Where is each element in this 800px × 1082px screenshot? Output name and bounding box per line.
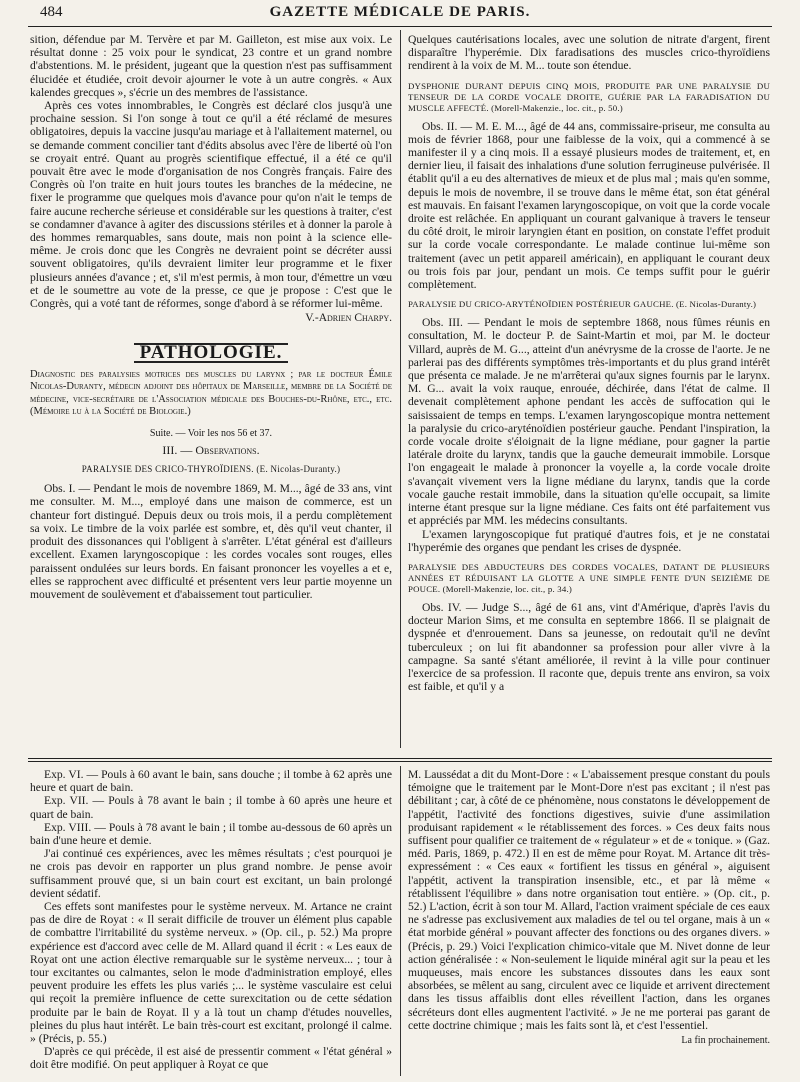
paragraph: Exp. VIII. — Pouls à 78 avant le bain ; il tombe au-dessous de 60 après un bain d'une heure et demie. xyxy=(30,820,392,848)
page-header xyxy=(30,4,770,24)
continuation-note: Suite. — Voir les nos 56 et 37. xyxy=(149,427,273,439)
paragraph: Exp. VII. — Pouls à 78 avant le bain ; il tombe à 60 après une heure et quart de bain. xyxy=(30,794,392,821)
journal-title: GAZETTE MÉDICALE DE PARIS. xyxy=(269,4,531,20)
paragraph: Exp. VI. — Pouls à 60 avant le bain, sans douche ; il tombe à 62 après une heure et quart de bain. xyxy=(30,768,392,795)
paragraph: Ces effets sont manifestes pour le système nerveux. M. Artance ne craint pas de dire de Royat : « Il serait difficile de trouver un élément plus capable de combattre l'irritabilité du système nerveux. » (Op. cil., p. 52.) Ma propre expérience est d'accord avec celle de M. Allard quand il écrit : « Les eaux de Royat ont une action élective remarquable sur le système nerveux... ; tour à tour excitantes ou calmantes, selon le mode d'administration employé, elles peuvent produire les effets les plus variés ;... le système vasculaire est celui qui reçoit la première influence de cette surexcitation ou de cette sédation produite par le bain de Royat. Il y a là tout un champ d'études nouvelles, pleines du plus haut intérêt. Le bain très-court est excitant, prolongé il calme. » (Précis, p. 55.) xyxy=(30,900,392,1046)
subheading: DYSPHONIE DURANT DEPUIS CINQ MOIS, PRODUITE PAR UNE PARALYSIE DU TENSEUR DE LA CORDE VOCALE DROITE, GUÉRIE PAR LA FARADISATION DU MUSCLE AFFECTÉ. (Morell-Makenzie., loc. cit., p. 50.) xyxy=(408,80,770,113)
observations-heading: III. — Observations. xyxy=(162,442,260,457)
column-top-right xyxy=(408,33,770,743)
subheading: PARALYSIE DES ABDUCTEURS DES CORDES VOCALES, DATANT DE PLUSIEURS ANNÉES ET RÉDUISANT LA GLOTTE A UNE SIMPLE FENTE D'UN SEIZIÈME DE POUCE. (Morell-Makenzie, loc. cit., p. 34.) xyxy=(408,561,770,594)
observation-paragraph: Obs. II. — M. E. M..., âgé de 44 ans, commissaire-priseur, me consulta au mois de février 1868, pour une faiblesse de la voix, qui a commencé à se manifester il y a cinq mois. Il a essayé plusieurs modes de traitement, et, en dernier lieu, il faisait des inhalations d'une solution ferrugineuse pulvérisée. Il établit qu'il a eu des alternatives de mieux et de plus mal ; mais qu'en somme, depuis le mois de novembre, il se trouve dans le même état, son état général est mauvais. En faisant l'examen laryngoscopique, on voit que la corde vocale droite est relâchée. En appliquant un courant galvanique à travers le tenseur du côté droit, le miroir laryngien étant en position, on constate l'effet produit sur la corde vocale correspondante. Le malade continue lui-même son traitement (avec un petit appareil américain), en appliquant le courant deux ou trois fois par jour, pendant un mois. Ce temps suffit pour le guérir complètement. xyxy=(408,119,770,292)
column-divider xyxy=(400,766,401,1076)
observation-paragraph: Obs. IV. — Judge S..., âgé de 61 ans, vint d'Amérique, d'après l'avis du docteur Marion Sims, et me consulta en septembre 1866. Il se plaignait de dyspnée et d'enrouement. Dans sa jeunesse, on redoutait qu'il ne devînt tuberculeux ; on lui fit abandonner sa profession pour aller vivre à la campagne. Sa santé s'étant améliorée, il revint à la ville pour continuer l'exercice de sa profession. Il raconte que, depuis trente ans environ, sa voix est faible, et qu'il y a xyxy=(408,600,770,694)
subheading: PARALYSIE DES CRICO-THYROÏDIENS. (E. Nicolas-Duranty.) xyxy=(81,464,341,475)
section-rule xyxy=(28,758,772,759)
paragraph: Après ces votes innombrables, le Congrès est déclaré clos jusqu'à une prochaine session. Si l'on songe à tout ce qu'il a été réclamé de mesures obligatoires, depuis la vaccine jusqu'au mariage et à l'allaitement maternel, ou se demande comment concilier tant d'édits absolus avec l'ère de liberté où l'on se croyait entré. Quant au progrès scientifique effectué, il a été ce qu'il pouvait être avec le mode d'organisation de nos Congrès français. Faire des Congrès où l'on traite en huit jours toutes les branches de la médecine, ne fixer le programme que quelques mois d'avance pour qu'on n'ait le temps de faire aucune recherche sérieuse et considérable sur les questions à traiter, c'est se condamner d'avance à agiter des discussions stériles et à donner la parole à des hommes remarquables, sans doute, mais non point à la science elle-même. Je crois donc que les Congrès ne devraient point se décréter aussi souvent obligatoires, qu'ils devraient limiter leur programme et le fixer plusieurs années d'avance ; et, s'il m'est permis, à mon tour, d'émettre un vœu et de le soumettre au vote de la presse, ce que je propose : C'est que le Congrès, qui a voté tant de réformes, songe d'abord à se réformer lui-même. xyxy=(30,99,392,311)
column-divider xyxy=(400,30,401,748)
column-bottom-left xyxy=(30,768,392,1074)
paragraph: M. Laussédat a dit du Mont-Dore : « L'abaissement presque constant du pouls témoigne que le traitement par le Mont-Dore n'est pas excitant ; il n'est pas débilitant ; car, à côté de ce phénomène, nous constatons le développement de l'appétit, l'activité des fonctions digestives, suivie d'une assimilation produisant rapidement « le rétablissement des forces. » Ces deux faits nous suffisent pour qualifier ce traitement de « régulateur » et de « tonique. » (Gaz. méd. Paris, 1869, p. 472.) Il en est de même pour Royat. M. Artance dit très-expressément : « Ces eaux « fortifient les tissus en général », aiguisent l'appétit, activent la transpiration insensible, etc., et par là même « rétablissent l'équilibre » dans notre organisation tout entière. » (Op. cit., p. 52.) L'action, écrit à son tour M. Allard, l'action vraiment spéciale de ces eaux ne s'adresse pas exclusivement aux maladies de tel ou tel organe, mais à un « état morbide général » pouvant affecter des fonctions ou des organes divers. » (Précis, p. 29.) Voici l'explication chimico-vitale que M. Nivet donne de leur action généralisée : « Non-seulement le liquide minéral agit sur la peau et les muqueuses, mais encore les substances dissoutes dans les eaux sont absorbées, se mêlent au sang, circulent avec ce liquide et arrivent directement dans les tissus affaiblis dont elles réveillent l'action, dans les organes sécréteurs dont elles augmentent l'activité. » Je ne me porterai pas garant de cette doctrine chimique ; mais les faits sont là, et c'est l'essentiel. xyxy=(408,768,770,1032)
paragraph: J'ai continué ces expériences, avec les mêmes résultats ; c'est pourquoi je ne crois pas devoir en rapporter un plus grand nombre. Je pense avoir suffisamment prouvé que, si un bain court est excitant, un bain prolongé devient sédatif. xyxy=(30,847,392,900)
article-title: Diagnostic des paralysies motrices des muscles du larynx ; par le docteur Émile Nicolas-Duranty, médecin adjoint des hôpitaux de Marseille, membre de la Société de médecine, vice-secrétaire de l'Association médicale des Bouches-du-Rhône, etc., etc. (Mémoire lu à la Société de Biologie.) xyxy=(30,368,392,418)
paragraph: sition, défendue par M. Tervère et par M. Gailleton, est mise aux voix. Le résultat donne : 25 voix pour le syndicat, 23 contre et un grand nombre d'abstentions. M. le président, jugeant que la question n'est pas suffisamment élucidée et étudiée, croit devoir ajourner le vote à un autre congrès. « Aux kalendes grecques », s'écrie un des membres de l'assistance. xyxy=(30,33,392,99)
header-rule xyxy=(28,26,772,27)
column-bottom-right xyxy=(408,768,770,1074)
paragraph: Quelques cautérisations locales, avec une solution de nitrate d'argent, firent disparaître l'hyperémie. Dix faradisations des muscles crico-thyroïdiens rendirent à la voix de M. M... toute son étendue. xyxy=(408,33,770,73)
signature: V.-Adrien Charpy. xyxy=(305,312,392,325)
column-top-left xyxy=(30,33,392,743)
subheading: PARALYSIE DU CRICO-ARYTÉNOÏDIEN POSTÉRIEUR GAUCHE. (E. Nicolas-Duranty.) xyxy=(408,299,757,310)
page-number: 484 xyxy=(40,4,63,20)
section-rule xyxy=(28,761,772,762)
continuation-note: La fin prochainement. xyxy=(681,1035,770,1047)
observation-paragraph: Obs. III. — Pendant le mois de septembre 1868, nous fûmes réunis en consultation, M. le docteur P. de Saint-Martin et moi, par M. le docteur Villard, auprès de M. G..., atteint d'un anévrysme de la crosse de l'aorte. Je ne parlerai pas des différents symptômes très-importants et du plus grand intérêt que présenta ce malade. Je ne m'arrêterai qu'aux signes fournis par le larynx. M. G... avait la voix rauque, enrouée, déchirée, dans l'état de calme. Il devenait complètement aphone pendant les accès de suffocation qui le saisissaient de temps en temps. L'examen laryngoscopique montra nettement la paralysie du crico-aryténoïdien postérieur gauche. Pendant l'inspiration, la corde vocale droite s'éloignait de la ligne médiane, pour gagner la partie latérale droite du larynx, tandis que la gauche demeurait immobile. Lorsque l'on engageait le malade à prononcer la voyelle a, la corde vocale droite s'avançait vivement vers la ligne médiane du larynx, tandis que la corde vocale gauche restait immobile, dans la situation qu'elle occupait, sa limite interne étant presque sur la ligne médiane. Ces faits ont été parfaitement vus et appréciés par MM. les médecins consultants. xyxy=(408,316,770,528)
section-title xyxy=(30,343,392,362)
paragraph: L'examen laryngoscopique fut pratiqué d'autres fois, et je ne constatai l'hyperémie des organes que pendant les crises de dyspnée. xyxy=(408,527,770,554)
paragraph: D'après ce qui précède, il est aisé de pressentir comment « l'état général » doit être modifié. On peut appliquer à Royat ce que xyxy=(30,1045,392,1072)
observation-paragraph: Obs. I. — Pendant le mois de novembre 1869, M. M..., âgé de 33 ans, vint me consulter. M. M..., employé dans une maison de commerce, est un chanteur fort distingué. Depuis deux ou trois mois, il a perdu complètement sa voix. Le timbre de la voix parlée est sombre, et, dès qu'il veut chanter, il produit des dissonances qui l'obligent à s'arrêter. L'état général est d'ailleurs excellent. Examen laryngoscopique : les cordes vocales sont rouges, elles paraissent ondulées sur leurs bords. En faisant prononcer les voyelles a et e, elles se rapprochent avec difficulté et présentent vers leur partie moyenne un mouvement de soulèvement et d'abaissement tout particulier. xyxy=(30,482,392,601)
section-title-text: PATHOLOGIE. xyxy=(134,343,289,362)
